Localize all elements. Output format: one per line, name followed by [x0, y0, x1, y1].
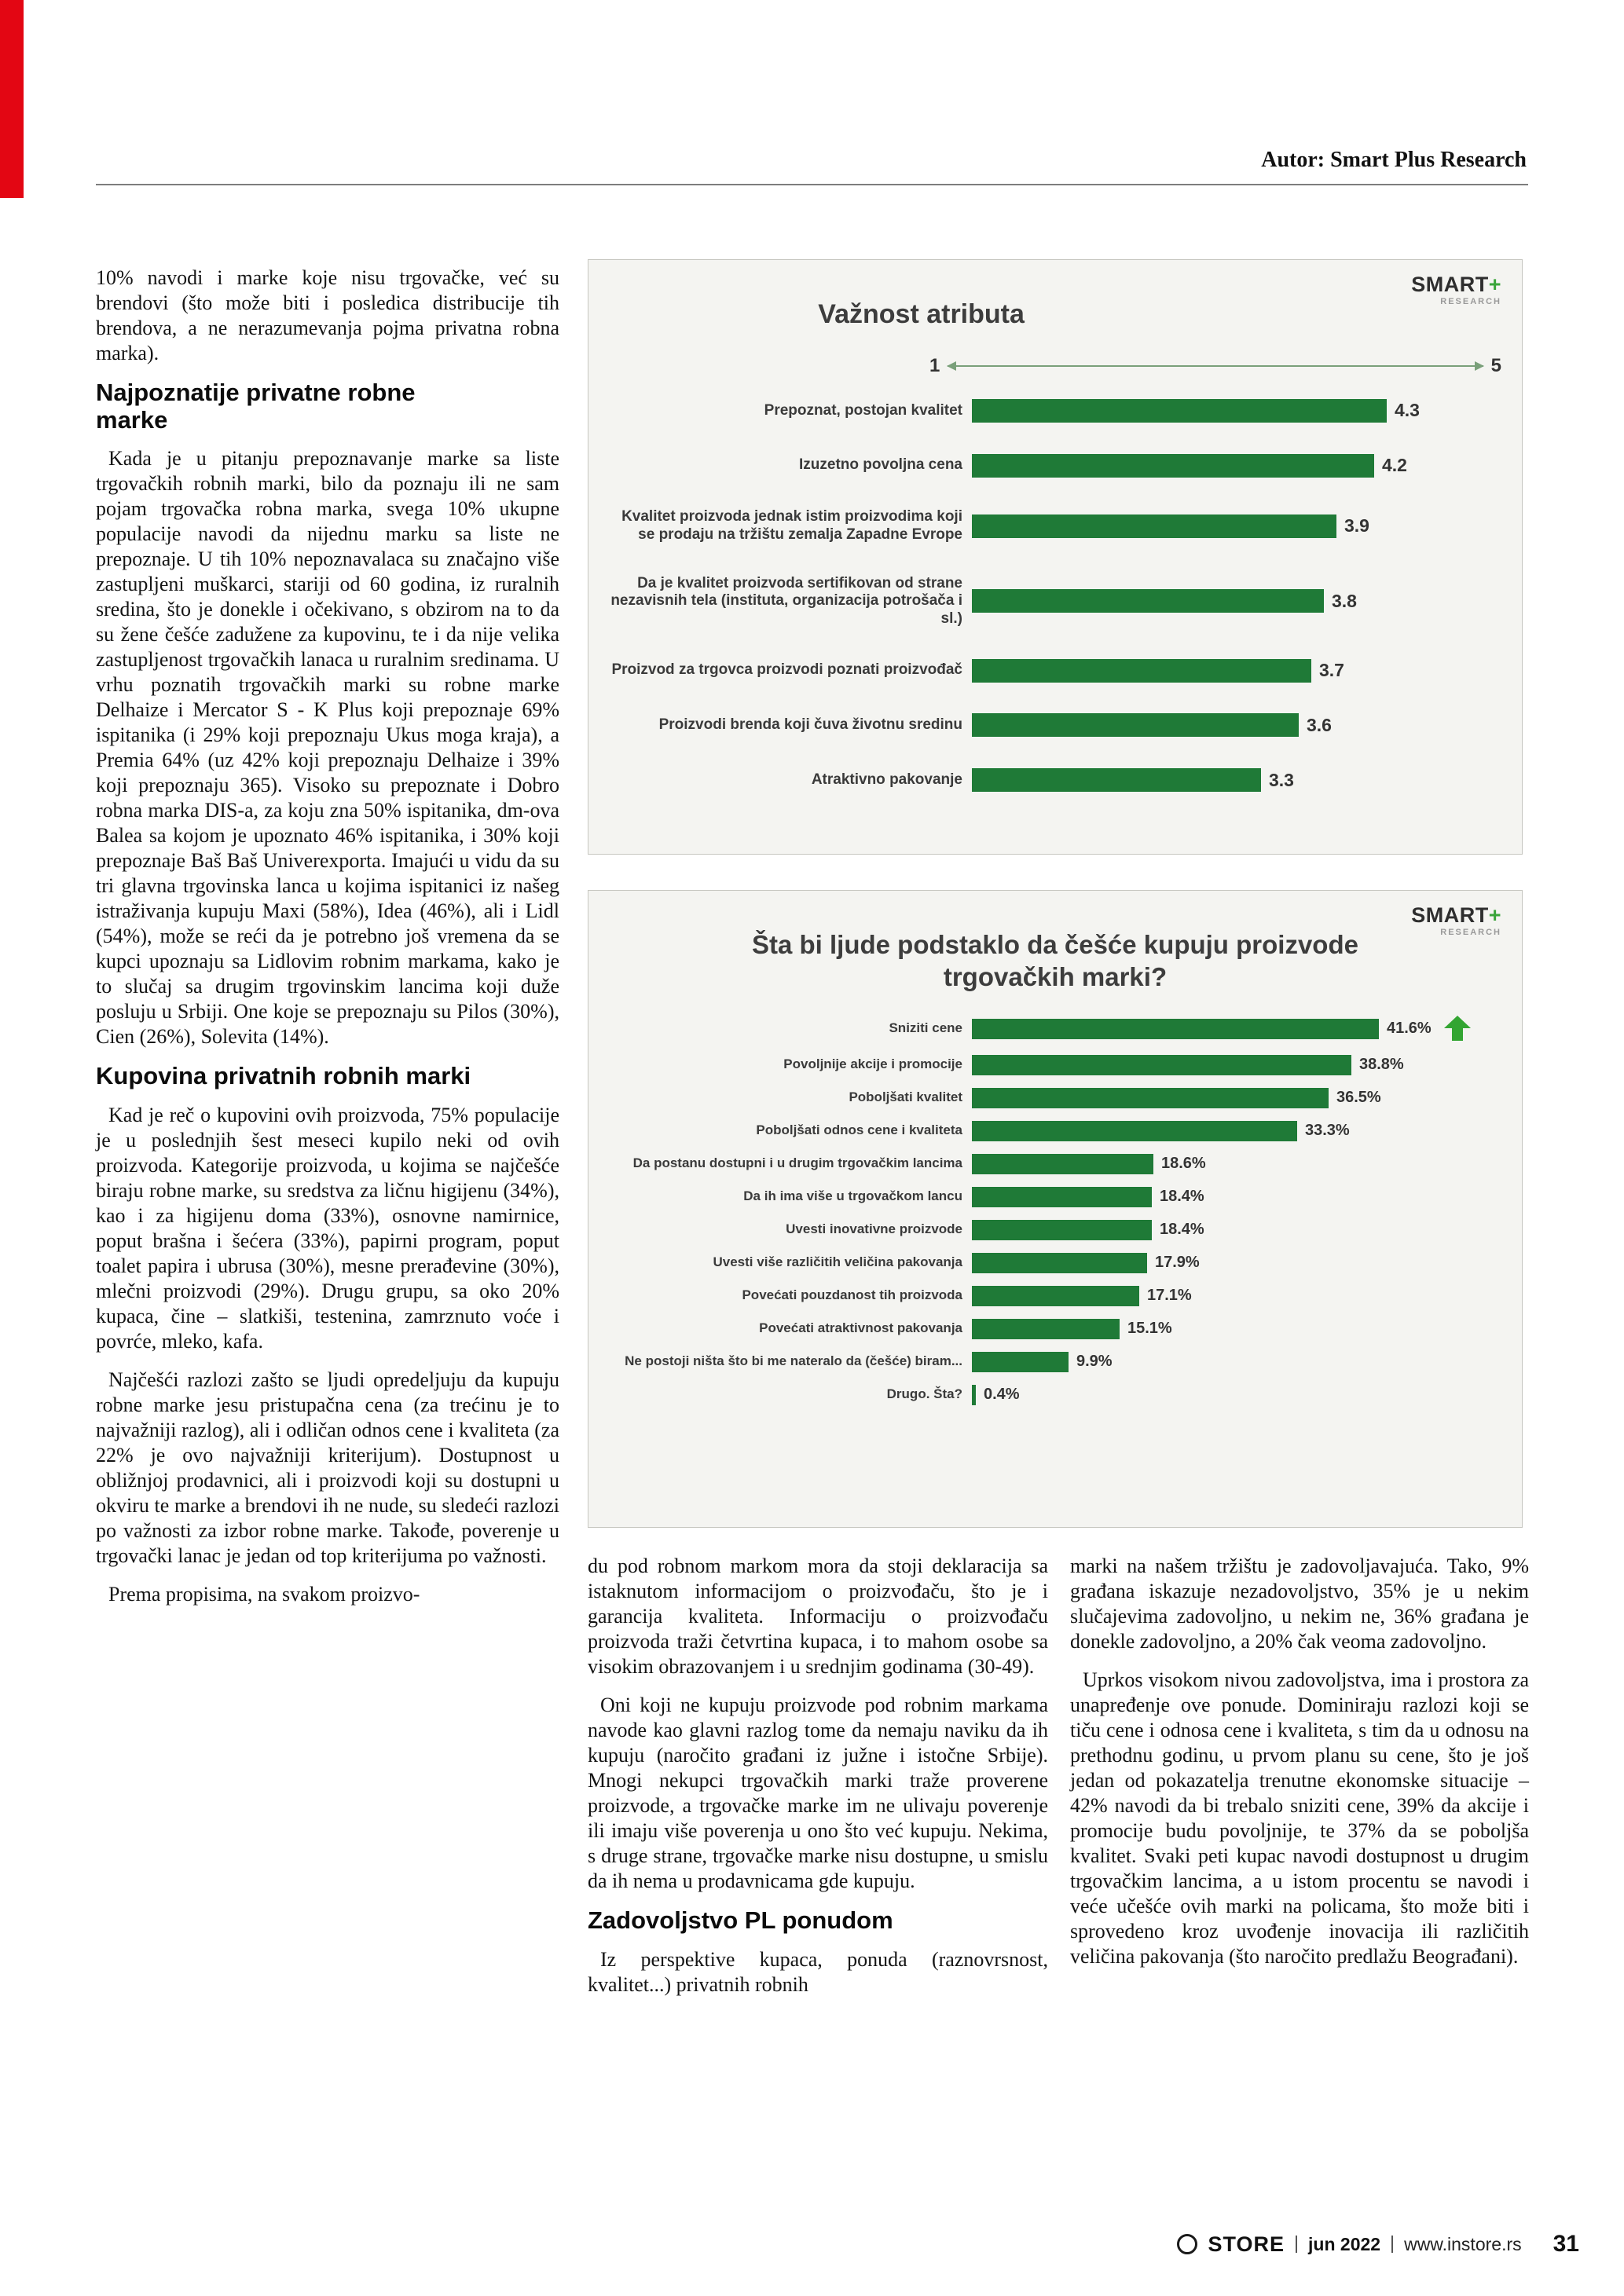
chart-value-label: 3.7 [1319, 660, 1344, 681]
chart-category-label: Uvesti više različitih veličina pakovanja [713, 1254, 962, 1270]
chart-value-label: 3.3 [1269, 769, 1294, 790]
chart-scale [609, 355, 1501, 377]
chart-attribute-importance [588, 259, 1523, 855]
article-column-3 [1070, 1554, 1529, 1983]
chart-rows [609, 383, 1501, 807]
chart-title: Šta bi ljude podstaklo da češće kupuju proizvode trgovačkih marki? [751, 930, 1358, 992]
chart-bar-area [972, 1385, 1501, 1405]
chart-row [609, 1088, 1501, 1108]
chart-value-label: 9.9% [1076, 1353, 1113, 1370]
footer-issue-date: jun 2022 [1308, 2233, 1381, 2254]
chart-bar-area [972, 454, 1501, 478]
paragraph: Kada je u pitanju prepoznavanje marke sa liste trgovačkih robnih marki, bilo da poznaju ili ne sam pojam trgovačka robna marka, svega 10% ukupne populacije navodi da nijednu marku sa liste ne prepoznaje. U tih 10% nepoznavalaca su značajno više zastupljeni muškarci, stariji od 60 godina, iz ruralnih sredina, što je donekle i očekivano, s obzirom na to da su žene češće zadužene za kupovinu, te i da nije velika zastupljenost trgovačkih lanaca u ruralnim sredinama. U vrhu poznatih trgovačkih marki su robne marke Delhaize i Mercator S - K Plus koji prepoznaje 69% ispitanika (i 29% koji prepoznaju Ukus moga kraja), a Premia 64% (uz 42% koji prepoznaju Delhaize i 39% koji prepoznaju 365). Visoko su prepoznate i Dobro robna marka DIS-a, za koju zna 50% ispitanika, dm-ova Balea sa kojom je upoznato 46% ispitanika, i 30% koji prepoznaje Baš Baš Univerexporta. Imajući u vidu da su tri glavna trgovinska lanca u kojima ispitanici iz našeg istraživanja kupuju Maxi (58%), Idea (46%), ali i Lidl (54%), može se reći da je potrebno još vremena da se kupci upoznaju sa Lidlovim robnim markama, kako je to slučaj sa drugim trgovinskim lancima koji duže posluju u Srbiji. One koje se prepoznaju su Pilos (30%), Cien (26%), Solevita (14%). [96, 447, 559, 1049]
chart-bar [972, 1088, 1329, 1108]
chart-row [609, 1286, 1501, 1306]
author-credit: Autor: Smart Plus Research [1261, 148, 1527, 172]
chart-bar-area [972, 399, 1501, 423]
section-heading: Zadovoljstvo PL ponudom [588, 1906, 893, 1934]
chart-value-label: 36.5% [1336, 1089, 1381, 1106]
chart-value-label: 4.3 [1395, 400, 1420, 421]
footer-brand: STORE [1208, 2232, 1285, 2256]
chart-bar [972, 1352, 1069, 1372]
chart-bar-area [972, 1154, 1501, 1174]
chart-row [609, 1385, 1501, 1405]
logo-subtext: RESEARCH [1440, 928, 1501, 937]
trend-up-arrow-icon [1444, 1016, 1471, 1042]
footer-website: www.instore.rs [1404, 2233, 1522, 2254]
chart-category-label: Drugo. Šta? [886, 1386, 962, 1402]
chart-category-label: Da je kvalitet proizvoda sertifikovan od strane nezavisnih tela (instituta, organizacija potrošača i sl.) [610, 574, 962, 627]
chart-value-label: 3.6 [1307, 714, 1332, 735]
chart-bar-area [972, 1220, 1501, 1240]
chart-value-label: 18.6% [1161, 1155, 1206, 1172]
smart-plus-logo [1411, 905, 1501, 937]
chart-bar [972, 514, 1336, 538]
chart-bar [972, 1154, 1153, 1174]
logo-brand: SMART [1411, 273, 1489, 296]
chart-rows [609, 1009, 1501, 1412]
chart-bar-area [972, 1016, 1501, 1042]
chart-row [609, 575, 1501, 628]
chart-category-label: Da postanu dostupni i u drugim trgovačkim lancima [632, 1155, 962, 1171]
chart-value-label: 18.4% [1160, 1188, 1204, 1205]
chart-category-label: Povećati atraktivnost pakovanja [759, 1320, 962, 1336]
smart-plus-logo [1411, 274, 1501, 306]
chart-bar [972, 659, 1311, 683]
chart-category-label: Atraktivno pakovanje [811, 771, 962, 788]
chart-category-label: Povoljnije akcije i promocije [783, 1056, 962, 1072]
chart-row [609, 1319, 1501, 1339]
chart-bar [972, 1385, 976, 1405]
page-footer [1177, 2231, 1580, 2258]
chart-bar [972, 713, 1299, 737]
chart-category-label: Prepoznat, postojan kvalitet [764, 401, 962, 419]
smart-plus-logo-text [1411, 905, 1501, 926]
chart-value-label: 3.8 [1332, 590, 1357, 611]
footer-divider [1391, 2236, 1393, 2253]
chart-row [609, 768, 1501, 792]
footer-divider [1296, 2236, 1297, 2253]
chart-bar-area [972, 514, 1501, 538]
chart-bar-area [972, 1121, 1501, 1141]
scale-max-label: 5 [1490, 355, 1501, 376]
chart-category-label: Izuzetno povoljna cena [799, 456, 962, 474]
chart-bar [972, 1220, 1152, 1240]
chart-value-label: 41.6% [1387, 1020, 1432, 1037]
chart-bar [972, 1187, 1152, 1207]
chart-category-label: Povećati pouzdanost tih proizvoda [742, 1287, 962, 1303]
chart-bar [972, 399, 1387, 423]
chart-bar-area [972, 659, 1501, 683]
chart-bar [972, 1019, 1379, 1039]
logo-plus-icon: + [1488, 273, 1501, 296]
logo-brand: SMART [1411, 903, 1489, 927]
chart-bar-area [972, 1319, 1501, 1339]
paragraph: Iz perspektive kupaca, ponuda (raznovrsnost, kvalitet...) privatnih robnih [588, 1947, 1048, 1996]
logo-subtext: RESEARCH [1440, 297, 1501, 306]
chart-category-label: Proizvod za trgovca proizvodi poznati proizvođač [611, 661, 962, 679]
article-column-2 [588, 1554, 1048, 2011]
chart-row [609, 508, 1501, 544]
chart-row [609, 1121, 1501, 1141]
chart-title: Važnost atributa [818, 299, 1025, 329]
section-heading: Kupovina privatnih robnih marki [96, 1062, 471, 1090]
chart-row [609, 1187, 1501, 1207]
chart-row [609, 399, 1501, 423]
chart-value-label: 33.3% [1305, 1122, 1350, 1139]
paragraph: Oni koji ne kupuju proizvode pod robnim markama navode kao glavni razlog tome da nemaju naviku da ih kupuju (naročito građani iz južne i istočne Srbije). Mnogi nekupci trgovačkih marki traže proverene proizvode, a trgovačke marke im ne ulivaju poverenje ili imaju više poverenja u ono što već kupuju. Nekima, s druge strane, trgovačke marke nisu dostupne, u smislu da ih nema u prodavnicama gde kupuju. [588, 1694, 1048, 1892]
scale-double-arrow-icon [948, 365, 1483, 367]
chart-category-label: Poboljšati odnos cene i kvaliteta [756, 1122, 962, 1138]
chart-category-label: Da ih ima više u trgovačkom lancu [743, 1188, 962, 1204]
chart-bar-area [972, 589, 1501, 613]
chart-value-label: 17.1% [1147, 1287, 1192, 1304]
paragraph: 10% navodi i marke koje nisu trgovačke, već su brendovi (što može biti i posledica distribucije tih brendova, a ne nerazumevanja pojma privatna robna marka). [96, 266, 559, 364]
logo-plus-icon: + [1488, 903, 1501, 927]
chart-category-label: Sniziti cene [889, 1020, 962, 1036]
chart-row [609, 1253, 1501, 1273]
paragraph: du pod robnom markom mora da stoji deklaracija sa istaknutom informacijom o proizvođaču, što je i garancija kvaliteta. Informaciju o proizvođaču proizvoda traži četvrtina kupaca, i to mahom osobe sa visokim obrazovanjem i u srednjim godinama (30-49). [588, 1554, 1048, 1678]
header-divider [96, 184, 1528, 185]
chart-row [609, 454, 1501, 478]
chart-value-label: 38.8% [1359, 1056, 1404, 1073]
chart-category-label: Kvalitet proizvoda jednak istim proizvodima koji se prodaju na tržištu zemalja Zapadne Evrope [621, 508, 962, 543]
chart-bar [972, 768, 1261, 792]
smart-plus-logo-text [1411, 274, 1501, 295]
chart-category-label: Ne postoji ništa što bi me nateralo da (češće) biram... [625, 1353, 962, 1369]
chart-bar [972, 1121, 1297, 1141]
chart-category-label: Uvesti inovativne proizvode [786, 1221, 962, 1237]
chart-row [609, 1220, 1501, 1240]
chart-bar-area [972, 768, 1501, 792]
chart-bar-area [972, 1187, 1501, 1207]
chart-value-label: 3.9 [1344, 515, 1369, 536]
chart-category-label: Proizvodi brenda koji čuva životnu sredinu [658, 716, 962, 734]
chart-bar-area [972, 1055, 1501, 1075]
chart-bar-area [972, 713, 1501, 737]
section-heading: Najpoznatije privatne robne marke [96, 379, 416, 434]
chart-value-label: 17.9% [1155, 1254, 1200, 1271]
chart-bar [972, 1253, 1147, 1273]
chart-bar [972, 1319, 1120, 1339]
chart-bar-area [972, 1286, 1501, 1306]
scale-min-label: 1 [929, 355, 940, 376]
instore-logo-icon [1177, 2234, 1197, 2254]
chart-value-label: 4.2 [1382, 455, 1407, 476]
chart-bar [972, 454, 1374, 478]
chart-value-label: 15.1% [1127, 1320, 1172, 1337]
red-accent-bar [0, 0, 24, 198]
paragraph: Uprkos visokom nivou zadovoljstva, ima i prostora za unapređenje ove ponude. Dominiraju razlozi koji se tiču cene i odnosa cene i kvaliteta, s tim da u odnosu na prethodnu godinu, u prvom planu su cene, što je još jedan od pokazatelja trenutne ekonomske situacije – 42% navodi da bi trebalo sniziti cene, 39% da akcije i promocije budu povoljnije, te 37% da se poboljša kvalitet. Svaki peti kupac navodi dostupnost u drugim trgovačkim lancima, a u istom procentu se navodi i veće učešće ovih marki na policama, što može biti i sprovedeno kroz uvođenje inovacija ili različitih veličina pakovanja (što naročito predlažu Beograđani). [1070, 1668, 1529, 1968]
chart-bar [972, 1286, 1139, 1306]
chart-bar-area [972, 1088, 1501, 1108]
paragraph: marki na našem tržištu je zadovoljavajuća. Tako, 9% građana iskazuje nezadovoljstvo, 35% je u nekim slučajevima zadovoljno, u nekim ne, 36% građana je donekle zadovoljno, a 20% čak veoma zadovoljno. [1070, 1554, 1529, 1653]
chart-purchase-incentives [588, 890, 1523, 1528]
paragraph: Najčešći razlozi zašto se ljudi opredeljuju da kupuju robne marke jesu pristupačna cena (za trećinu je to najvažniji razlog), ali i odličan odnos cene i kvaliteta (za 22% je ovo najvažniji kriterijum). Dostupnost u obližnjoj prodavnici, ali i proizvodi koji su dostupni u okviru te marke a brendovi ih ne nude, su sledeći razlozi po važnosti za izbor robne marke. Takođe, poverenje u trgovački lanac je jedan od top kriterijuma po važnosti. [96, 1368, 559, 1568]
chart-value-label: 18.4% [1160, 1221, 1204, 1238]
chart-bar [972, 589, 1324, 613]
chart-value-label: 0.4% [984, 1386, 1020, 1403]
chart-bar-area [972, 1253, 1501, 1273]
chart-row [609, 1016, 1501, 1042]
chart-row [609, 1352, 1501, 1372]
chart-bar [972, 1055, 1351, 1075]
chart-row [609, 713, 1501, 737]
chart-category-label: Poboljšati kvalitet [849, 1089, 962, 1105]
paragraph: Kad je reč o kupovini ovih proizvoda, 75% populacije je u poslednjih šest meseci kupilo neki od ovih proizvoda. Kategorije proizvoda, u kojima se najčešće biraju robne marke, su sredstva za ličnu higijenu (34%), kao i za higijenu doma (33%), osnovne namirnice, poput brašna i šećera (33%), papirni program, poput toalet papira i ubrusa (30%), mesne prerađevine (30%), mlečni proizvodi (29%). Drugu grupu, sa oko 20% kupaca, čine – slatkiši, testenina, zamrznuto voće i povrće, mleko, kafa. [96, 1104, 559, 1353]
chart-row [609, 659, 1501, 683]
page-number: 31 [1553, 2231, 1579, 2257]
chart-row [609, 1154, 1501, 1174]
paragraph: Prema propisima, na svakom proizvo- [108, 1583, 420, 1606]
chart-bar-area [972, 1352, 1501, 1372]
chart-row [609, 1055, 1501, 1075]
article-column-1 [96, 265, 559, 1620]
